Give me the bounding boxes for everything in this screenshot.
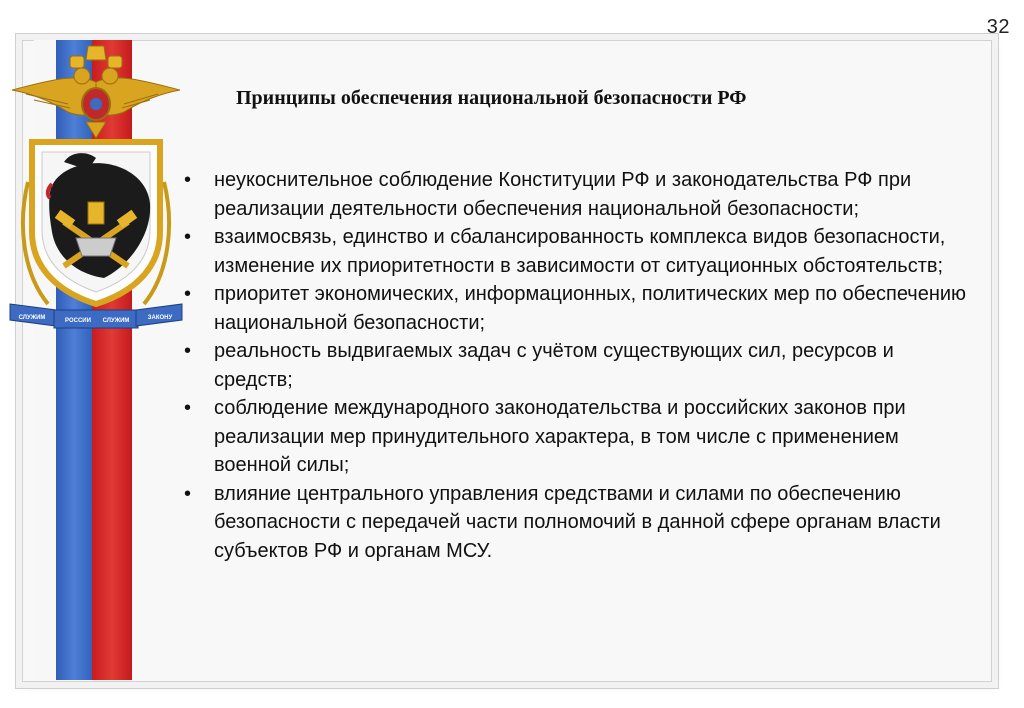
bullet-dot-icon: • (184, 482, 192, 505)
police-emblem-icon (4, 42, 188, 342)
list-item-text: приоритет экономических, информационных, политических мер по обеспечению национальной безопасности; (214, 283, 967, 334)
bullet-dot-icon: • (184, 283, 192, 305)
bullet-dot-icon: • (184, 340, 192, 362)
slide-title: Принципы обеспечения национальной безопасности РФ (236, 87, 747, 109)
list-item (184, 337, 974, 394)
list-item-text: влияние центрального управления средствами и силами по обеспечению безопасности с передачей части полномочий в данной сфере органам власти субъектов РФ и органам МСУ. (214, 482, 941, 562)
list-item (184, 166, 974, 223)
ribbon-word-4: ЗАКОНУ (147, 315, 173, 321)
principles-list (184, 166, 974, 565)
list-item (184, 223, 974, 280)
list-item-text: взаимосвязь, единство и сбалансированность комплекса видов безопасности, изменение их приоритетности в зависимости от ситуационных обстоятельств; (214, 226, 946, 277)
list-item (184, 480, 974, 566)
list-item (184, 280, 974, 337)
shield-icon (32, 142, 160, 304)
bullet-dot-icon: • (184, 397, 192, 419)
eagle-icon (12, 46, 180, 138)
ribbon-word-3: СЛУЖИМ (102, 318, 130, 324)
bullet-dot-icon: • (184, 169, 192, 191)
motto-ribbon (10, 304, 182, 328)
ribbon-word-1: СЛУЖИМ (18, 315, 46, 321)
list-item-text: соблюдение международного законодательства и российских законов при реализации мер принудительного характера, в том числе с применением военной силы; (214, 397, 906, 476)
page-number: 32 (986, 16, 1010, 38)
ribbon-word-2: РОССИИ (65, 318, 91, 324)
bullet-dot-icon: • (184, 226, 192, 248)
list-item-text: неукоснительное соблюдение Конституции РФ и законодательства РФ при реализации деятельности обеспечения национальной безопасности; (214, 169, 912, 220)
list-item-text: реальность выдвигаемых задач с учётом существующих сил, ресурсов и средств; (214, 340, 894, 391)
list-item (184, 394, 974, 480)
